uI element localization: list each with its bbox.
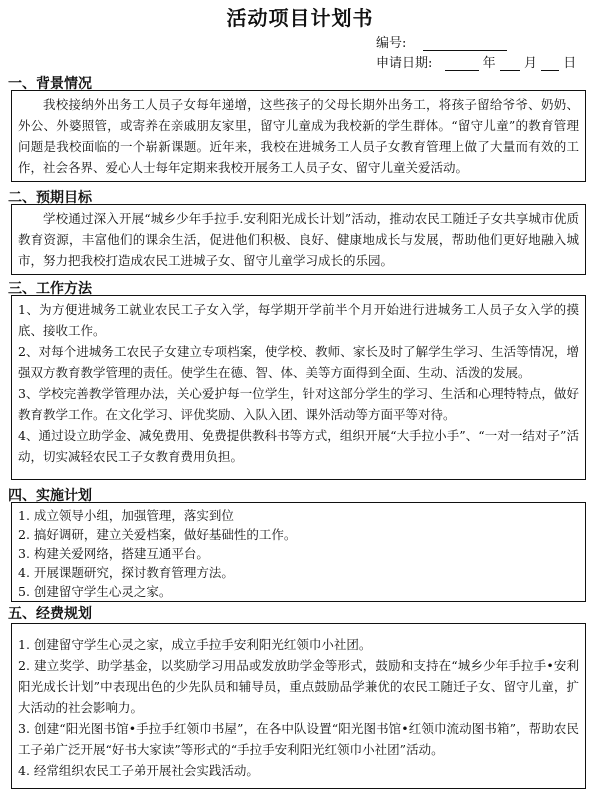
section-paragraph: 学校通过深入开展“城乡少年手拉手.安利阳光成长计划”活动，推动农民工随迁子女共享城市优质教育资源，丰富他们的课余生活，促进他们积极、良好、健康地成长与发展，帮助他们更好地融入城市，努力把我校打造成农民工进城子女、留守儿童学习成长的乐园。 (18, 211, 579, 268)
day-field[interactable] (541, 58, 559, 71)
budget-item: 2. 建立奖学、助学基金，以奖励学习用品或发放助学金等形式，鼓励和支持在“城乡少年手拉手•安利阳光成长计划”中表现出色的少先队员和辅导员，重点鼓励品学兼优的农民工随迁子女、留守儿童，扩大活动的社会影响力。 (18, 658, 579, 715)
plan-item: 3. 构建关爱网络，搭建互通平台。 (18, 546, 209, 561)
method-item: 2、对每个进城务工农民子女建立专项档案，使学校、教师、家长及时了解学生学习、生活等情况，增强双方教育教学管理的责任。使学生在德、智、体、美等方面得到全面、生动、活泼的发展。 (18, 344, 579, 380)
section-heading-background: 一、背景情况 (8, 76, 92, 92)
number-label: 编号: (376, 36, 407, 51)
section-box-goals (11, 204, 586, 275)
month-label: 月 (523, 56, 537, 71)
method-item: 3、学校完善教学管理办法，关心爱护每一位学生，针对这部分学生的学习、生活和心理特特点，做好教育教学工作。在文化学习、评优奖励、入队入团、课外活动等方面平等对待。 (18, 386, 579, 422)
plan-item: 5. 创建留守学生心灵之家。 (18, 584, 172, 599)
method-item: 4、通过设立助学金、减免费用、免费提供教科书等方式，组织开展“大手拉小手”、“一对一结对子”活动，切实减轻农民工子女教育费用负担。 (18, 428, 579, 464)
section-box-background (11, 90, 586, 182)
date-label: 申请日期: (376, 56, 433, 71)
budget-item: 1. 创建留守学生心灵之家，成立手拉手安利阳光红领巾小社团。 (18, 637, 372, 652)
plan-item: 1. 成立领导小组，加强管理，落实到位 (18, 508, 234, 523)
method-item: 1、为方便进城务工就业农民工子女入学，每学期开学前半个月开始进行进城务工人员子女入学的摸底、接收工作。 (18, 302, 579, 338)
date-row (376, 52, 576, 71)
section-box-methods (11, 295, 586, 480)
year-field[interactable] (445, 58, 479, 71)
year-label: 年 (482, 56, 496, 71)
budget-item: 4. 经常组织农民工子弟开展社会实践活动。 (18, 763, 259, 778)
number-field[interactable] (423, 38, 507, 51)
document-title: 活动项目计划书 (226, 6, 374, 30)
plan-item: 2. 搞好调研，建立关爱档案，做好基础性的工作。 (18, 527, 297, 542)
section-heading-budget: 五、经费规划 (8, 606, 92, 622)
number-row (376, 32, 507, 51)
section-heading-methods: 三、工作方法 (8, 281, 92, 297)
day-label: 日 (563, 56, 577, 71)
section-heading-goals: 二、预期目标 (8, 190, 92, 206)
section-paragraph: 我校接纳外出务工人员子女每年递增，这些孩子的父母长期外出务工，将孩子留给爷爷、奶奶、外公、外婆照管，或寄养在亲戚朋友家里，留守儿童成为我校新的学生群体。“留守儿童”的教育管理问题是我校面临的一个崭新课题。近年来，我校在进城务工人员子女教育管理上做了大量而有效的工作，社会各界、爱心人士每年定期来我校开展务工人员子女、留守儿童关爱活动。 (18, 97, 579, 175)
section-box-budget (11, 623, 586, 789)
section-box-plan (11, 502, 586, 602)
budget-item: 3. 创建“阳光图书馆•手拉手红领巾书屋”，在各中队设置“阳光图书馆•红领巾流动图书箱”，帮助农民工子弟广泛开展“好书大家读”等形式的“手拉手安利阳光红领巾小社团”活动。 (18, 721, 579, 757)
section-heading-plan: 四、实施计划 (8, 488, 92, 504)
plan-item: 4. 开展课题研究，探讨教育管理方法。 (18, 565, 234, 580)
month-field[interactable] (500, 58, 520, 71)
